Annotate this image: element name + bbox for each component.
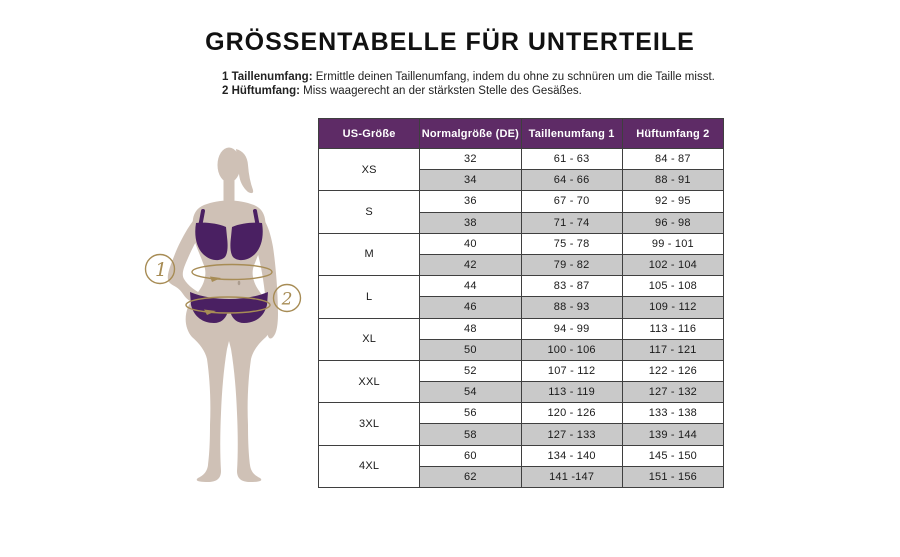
us-size-cell: XL (319, 318, 420, 360)
de-size-cell: 40 (420, 233, 521, 254)
hip-cell: 96 - 98 (622, 212, 723, 233)
waist-cell: 67 - 70 (521, 191, 622, 212)
us-size-cell: XXL (319, 360, 420, 402)
navel-graphic (238, 281, 241, 285)
de-size-cell: 38 (420, 212, 521, 233)
waist-cell: 64 - 66 (521, 170, 622, 191)
column-header-de-size: Normalgröße (DE) (420, 119, 521, 149)
hip-cell: 113 - 116 (622, 318, 723, 339)
de-size-cell: 56 (420, 403, 521, 424)
hip-cell: 127 - 132 (622, 382, 723, 403)
instruction-label-hip: 2 Hüftumfang: (222, 84, 300, 97)
waist-cell: 88 - 93 (521, 297, 622, 318)
waist-cell: 94 - 99 (521, 318, 622, 339)
size-table (318, 118, 724, 488)
hip-cell: 99 - 101 (622, 233, 723, 254)
hip-cell: 92 - 95 (622, 191, 723, 212)
column-header-us-size: US-Größe (319, 119, 420, 149)
us-size-cell: XS (319, 149, 420, 191)
us-size-cell: M (319, 233, 420, 275)
waist-cell: 120 - 126 (521, 403, 622, 424)
waist-cell: 75 - 78 (521, 233, 622, 254)
measurement-instructions (222, 71, 715, 98)
de-size-cell: 54 (420, 382, 521, 403)
de-size-cell: 58 (420, 424, 521, 445)
hip-cell: 105 - 108 (622, 276, 723, 297)
de-size-cell: 60 (420, 445, 521, 466)
column-header-waist: Taillenumfang 1 (521, 119, 622, 149)
de-size-cell: 42 (420, 254, 521, 275)
marker-1-number: 1 (154, 259, 168, 281)
page-title: GRÖSSENTABELLE FÜR UNTERTEILE (205, 28, 695, 56)
de-size-cell: 34 (420, 170, 521, 191)
waist-cell: 100 - 106 (521, 339, 622, 360)
waist-cell: 71 - 74 (521, 212, 622, 233)
body-measurement-figure (140, 145, 310, 490)
de-size-cell: 52 (420, 360, 521, 381)
table-row (319, 191, 724, 212)
instruction-text-waist: Ermittle deinen Taillenumfang, indem du ohne zu schnüren um die Taille misst. (315, 71, 715, 83)
size-table-header (319, 119, 724, 149)
de-size-cell: 48 (420, 318, 521, 339)
hip-cell: 109 - 112 (622, 297, 723, 318)
table-row (319, 149, 724, 170)
hip-cell: 151 - 156 (622, 466, 723, 487)
waist-cell: 79 - 82 (521, 254, 622, 275)
hip-cell: 84 - 87 (622, 149, 723, 170)
waist-cell: 141 -147 (521, 466, 622, 487)
hip-cell: 145 - 150 (622, 445, 723, 466)
de-size-cell: 50 (420, 339, 521, 360)
waist-cell: 127 - 133 (521, 424, 622, 445)
instruction-text-hip: Miss waagerecht an der stärksten Stelle des Gesäßes. (303, 84, 582, 97)
hip-cell: 139 - 144 (622, 424, 723, 445)
instruction-label-waist: 1 Taillenumfang: (222, 71, 313, 83)
header-row (319, 119, 724, 149)
de-size-cell: 46 (420, 297, 521, 318)
hip-cell: 117 - 121 (622, 339, 723, 360)
instruction-line-hip (222, 85, 715, 99)
size-table-body (319, 149, 724, 488)
waist-cell: 107 - 112 (521, 360, 622, 381)
waist-cell: 134 - 140 (521, 445, 622, 466)
de-size-cell: 62 (420, 466, 521, 487)
us-size-cell: L (319, 276, 420, 318)
us-size-cell: 4XL (319, 445, 420, 487)
us-size-cell: 3XL (319, 403, 420, 445)
de-size-cell: 32 (420, 149, 521, 170)
waist-cell: 113 - 119 (521, 382, 622, 403)
de-size-cell: 44 (420, 276, 521, 297)
waist-cell: 61 - 63 (521, 149, 622, 170)
table-row (319, 445, 724, 466)
table-row (319, 318, 724, 339)
hip-cell: 133 - 138 (622, 403, 723, 424)
hip-cell: 122 - 126 (622, 360, 723, 381)
de-size-cell: 36 (420, 191, 521, 212)
table-row (319, 276, 724, 297)
waist-cell: 83 - 87 (521, 276, 622, 297)
hip-cell: 88 - 91 (622, 170, 723, 191)
column-header-hip: Hüftumfang 2 (622, 119, 723, 149)
hip-cell: 102 - 104 (622, 254, 723, 275)
table-row (319, 360, 724, 381)
marker-2-number: 2 (281, 289, 293, 310)
instruction-line-waist (222, 71, 715, 85)
table-row (319, 233, 724, 254)
us-size-cell: S (319, 191, 420, 233)
table-row (319, 403, 724, 424)
